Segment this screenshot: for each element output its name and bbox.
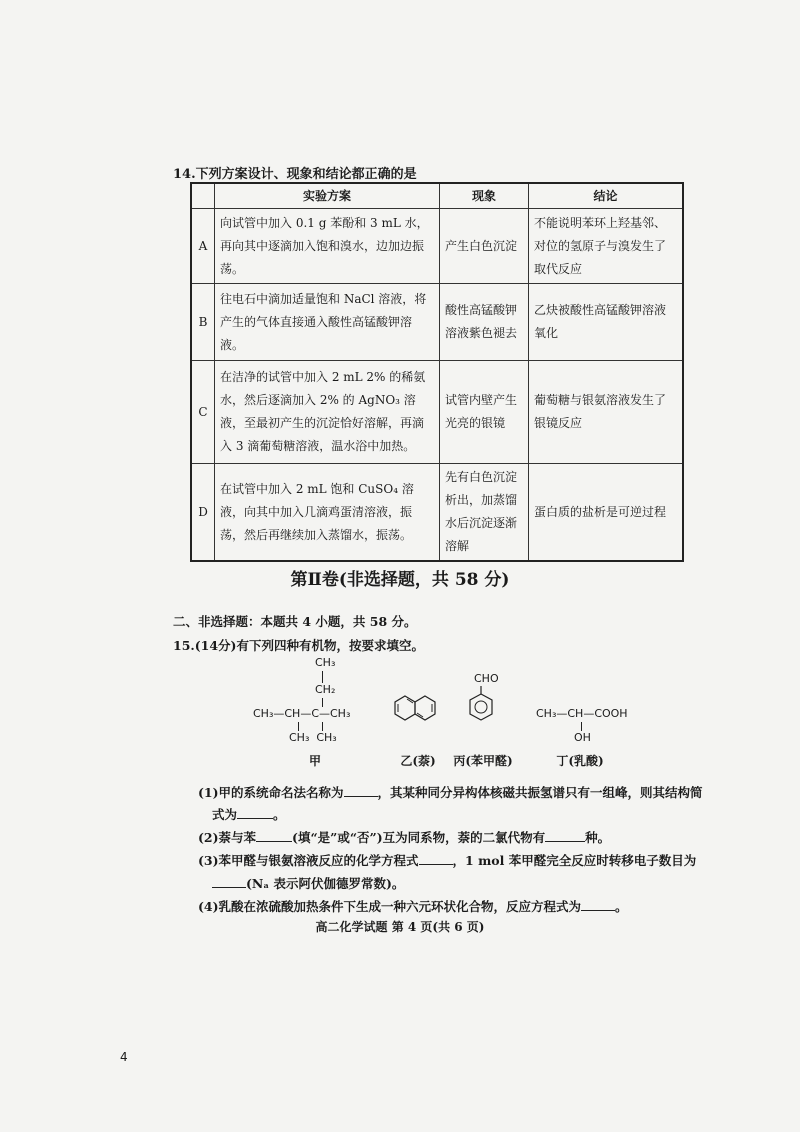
sub-question-1 xyxy=(198,783,703,801)
sub4-text-a: (4)乳酸在浓硫酸加热条件下生成一种六元环状化合物，反应方程式为 xyxy=(198,899,582,914)
sub-question-4 xyxy=(198,897,628,915)
option-label: B xyxy=(191,284,215,361)
ding-main-chain: CH₃—CH—COOH xyxy=(536,707,628,720)
sub1-text-c: 式为 xyxy=(212,807,238,822)
sub3-text-c: (Nₐ 表示阿伏伽德罗常数)。 xyxy=(246,876,405,891)
ding-bond xyxy=(581,722,582,731)
sub3-answer-equation[interactable] xyxy=(419,852,453,865)
header-phenomenon: 现象 xyxy=(440,183,529,209)
sub1-end-mark: 。 xyxy=(273,807,286,822)
jia-label: 甲 xyxy=(308,754,321,768)
plan-cell: 在试管中加入 2 mL 饱和 CuSO₄ 溶液，向其中加入几滴鸡蛋清溶液，振荡，然后再继续加入蒸馏水，振荡。 xyxy=(215,464,440,562)
jia-bond-1 xyxy=(322,671,323,683)
sub4-answer-equation[interactable] xyxy=(581,898,615,911)
table-row xyxy=(191,284,683,361)
sub2-text-b: (填“是”或“否”)互为同系物，萘的二氯代物有 xyxy=(292,830,546,845)
section-title: 第Ⅱ卷(非选择题，共 58 分) xyxy=(290,570,510,590)
experiment-table xyxy=(190,182,684,562)
page-footer: 高二化学试题 第 4 页(共 6 页) xyxy=(315,920,485,934)
conclusion-cell: 乙炔被酸性高锰酸钾溶液氧化 xyxy=(529,284,684,361)
sub1-text-b: ，其某种同分异构体核磁共振氢谱只有一组峰，则其结构简 xyxy=(377,785,703,800)
sub1-text-a: (1)甲的系统命名法名称为 xyxy=(198,785,344,800)
jia-bond-2 xyxy=(322,698,323,707)
page-number: 4 xyxy=(120,1050,128,1064)
sub1-answer-structure[interactable] xyxy=(237,806,273,819)
phenomenon-cell: 先有白色沉淀析出，加蒸馏水后沉淀逐渐溶解 xyxy=(440,464,529,562)
header-plan: 实验方案 xyxy=(215,183,440,209)
table-header-row xyxy=(191,183,683,209)
header-conclusion: 结论 xyxy=(529,183,684,209)
sub1-answer-name[interactable] xyxy=(344,784,378,797)
option-label: A xyxy=(191,209,215,284)
sub2-answer-count[interactable] xyxy=(545,829,585,842)
sub3-text-b: ，1 mol 苯甲醛完全反应时转移电子数目为 xyxy=(452,853,697,868)
conclusion-cell: 不能说明苯环上羟基邻、对位的氢原子与溴发生了取代反应 xyxy=(529,209,684,284)
plan-cell: 往电石中滴加适量饱和 NaCl 溶液，将产生的气体直接通入酸性高锰酸钾溶液。 xyxy=(215,284,440,361)
phenomenon-cell: 酸性高锰酸钾溶液紫色褪去 xyxy=(440,284,529,361)
sub-question-1-cont xyxy=(212,805,286,823)
jia-bond-4 xyxy=(322,722,323,731)
sub3-answer-electrons[interactable] xyxy=(212,875,246,888)
jia-mid-group: CH₂ xyxy=(315,683,336,696)
yi-label: 乙(萘) xyxy=(400,754,436,768)
sub-question-3 xyxy=(198,851,696,869)
jia-bottom-groups: CH₃ CH₃ xyxy=(289,731,337,744)
table-row xyxy=(191,209,683,284)
bing-cho-group: CHO xyxy=(474,672,499,685)
sub2-answer-homolog[interactable] xyxy=(256,829,292,842)
option-label: D xyxy=(191,464,215,562)
question-14-heading: 14.下列方案设计、现象和结论都正确的是 xyxy=(173,167,417,182)
phenomenon-cell: 产生白色沉淀 xyxy=(440,209,529,284)
sub3-text-a: (3)苯甲醛与银氨溶液反应的化学方程式 xyxy=(198,853,419,868)
sub-question-2 xyxy=(198,828,610,846)
sub2-text-a: (2)萘与苯 xyxy=(198,830,257,845)
jia-bond-3 xyxy=(298,722,299,731)
option-label: C xyxy=(191,361,215,464)
naphthalene-structure xyxy=(393,694,441,726)
benzaldehyde-structure xyxy=(466,686,496,724)
plan-cell: 向试管中加入 0.1 g 苯酚和 3 mL 水，再向其中逐滴加入饱和溴水，边加边振荡。 xyxy=(215,209,440,284)
ding-label: 丁(乳酸) xyxy=(556,754,604,768)
sub2-text-c: 种。 xyxy=(585,830,611,845)
phenomenon-cell: 试管内壁产生光亮的银镜 xyxy=(440,361,529,464)
conclusion-cell: 蛋白质的盐析是可逆过程 xyxy=(529,464,684,562)
question-15-intro: 15.(14分)有下列四种有机物，按要求填空。 xyxy=(173,638,424,653)
bing-label: 丙(苯甲醛) xyxy=(453,754,513,768)
table-row xyxy=(191,464,683,562)
header-label-cell xyxy=(191,183,215,209)
sub-question-3-cont xyxy=(212,874,404,892)
plan-cell: 在洁净的试管中加入 2 mL 2% 的稀氨水，然后逐滴加入 2% 的 AgNO₃ 溶液，至最初产生的沉淀恰好溶解，再滴入 3 滴葡萄糖溶液，温水浴中加热。 xyxy=(215,361,440,464)
jia-main-chain: CH₃—CH—C—CH₃ xyxy=(253,707,351,720)
sub4-end-mark: 。 xyxy=(615,899,628,914)
conclusion-cell: 葡萄糖与银氨溶液发生了银镜反应 xyxy=(529,361,684,464)
jia-top-group: CH₃ xyxy=(315,656,336,669)
part2-intro: 二、非选择题：本题共 4 小题，共 58 分。 xyxy=(173,614,417,629)
table-row xyxy=(191,361,683,464)
ding-oh-group: OH xyxy=(574,731,591,744)
